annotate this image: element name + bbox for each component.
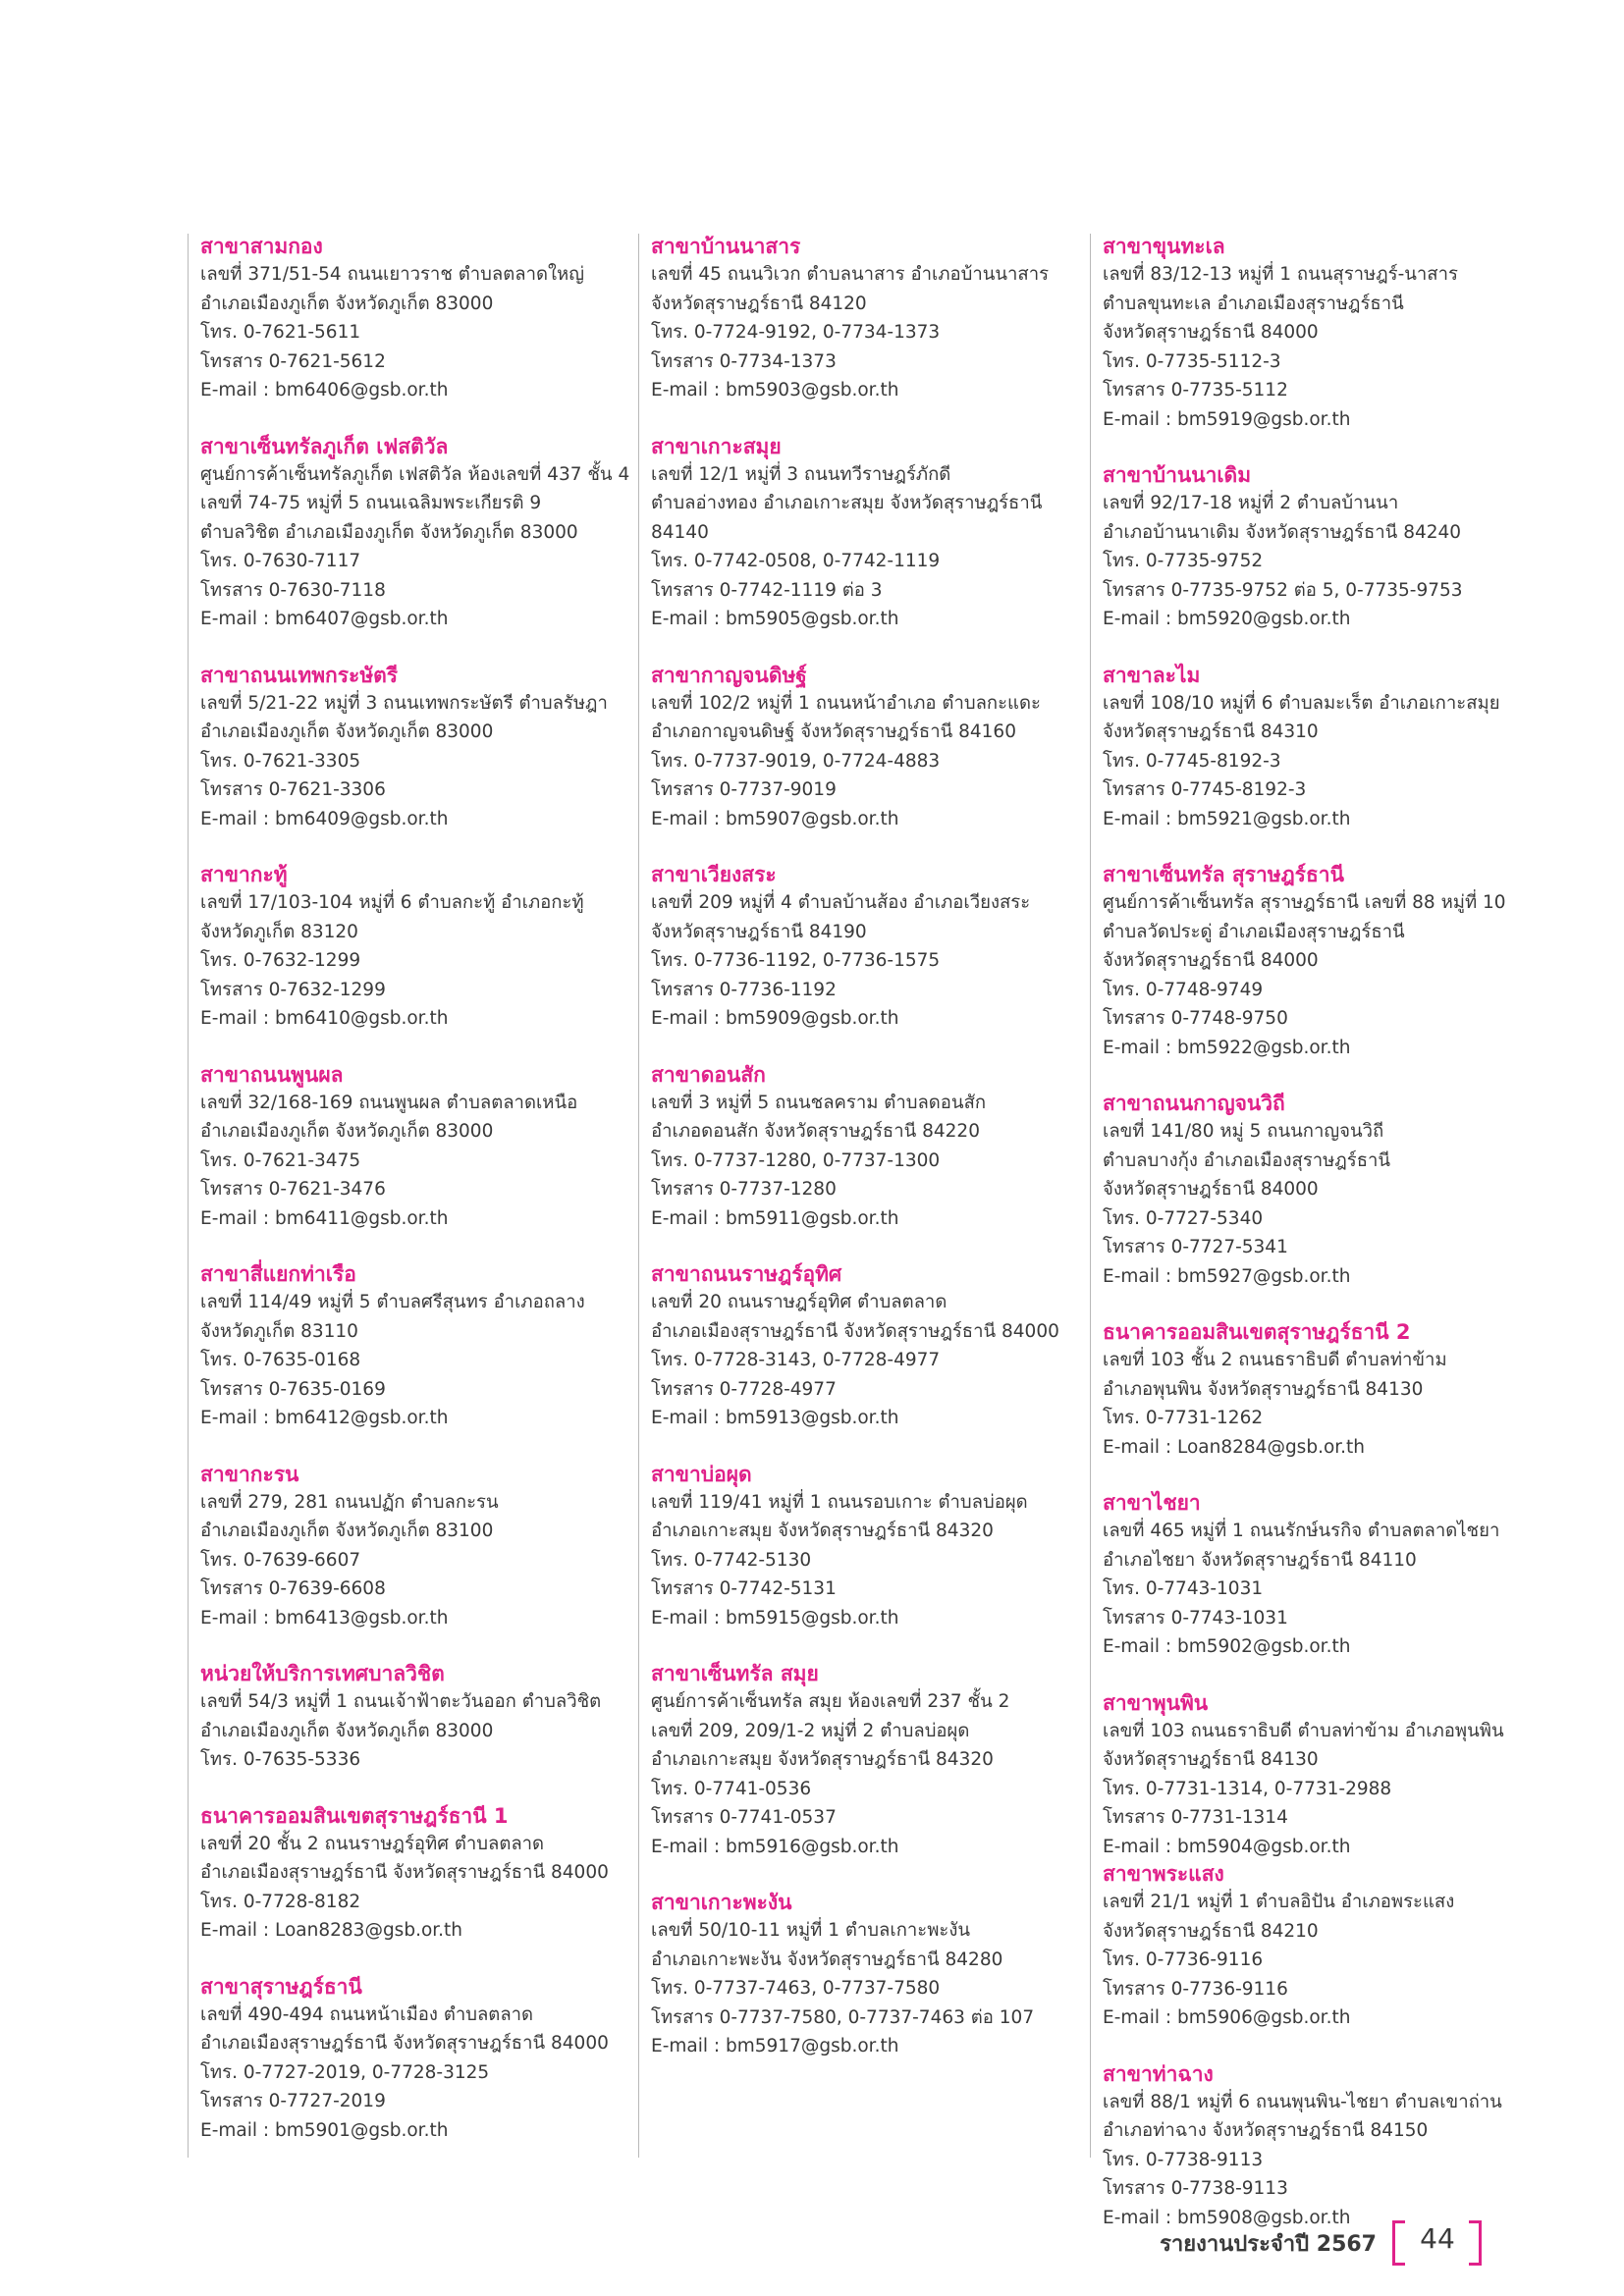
branch-entry <box>651 234 1056 405</box>
fax-line: โทรสาร 0-7743-1031 <box>1103 1607 1288 1629</box>
branch-name: สาขาเกาะพะงัน <box>651 1891 792 1914</box>
branch-name: สาขากะรน <box>200 1462 299 1486</box>
address-line: เลขที่ 119/41 หมู่ที่ 1 ถนนรอบเกาะ ตำบลบ่อผุด <box>651 1491 1028 1513</box>
address-line: เลขที่ 465 หมู่ที่ 1 ถนนรักษ์นรกิจ ตำบลตลาดไชยา <box>1103 1521 1500 1541</box>
phone-line: โทร. 0-7736-9116 <box>1103 1949 1264 1970</box>
address-line: จังหวัดสุราษฎร์ธานี 84120 <box>651 293 867 314</box>
branch-name: สาขาเกาะสมุย <box>651 434 782 458</box>
phone-line: โทร. 0-7727-5340 <box>1103 1207 1264 1229</box>
phone-line: โทร. 0-7742-5130 <box>651 1549 812 1571</box>
branch-entry <box>651 1261 1059 1433</box>
branch-entry <box>200 1661 605 1775</box>
email-line: E-mail : bm6412@gsb.or.th <box>200 1408 449 1428</box>
branch-name: สาขาบ้านนาเดิม <box>1103 463 1252 487</box>
phone-line: โทร. 0-7639-6607 <box>200 1549 361 1571</box>
email-line: E-mail : bm6413@gsb.or.th <box>200 1607 449 1629</box>
branch-entry <box>651 1661 1056 1861</box>
email-line: E-mail : bm5913@gsb.or.th <box>651 1408 899 1428</box>
address-line: เลขที่ 32/168-169 ถนนพูนผล ตำบลตลาดเหนือ <box>200 1092 578 1113</box>
address-line: อำเภอเมืองภูเก็ต จังหวัดภูเก็ต 83000 <box>200 721 494 742</box>
address-line: เลขที่ 490-494 ถนนหน้าเมือง ตำบลตลาด <box>200 2003 534 2025</box>
branch-name: สาขาสี่แยกท่าเรือ <box>200 1262 356 1286</box>
column-2 <box>638 234 1059 2158</box>
address-line: เลขที่ 21/1 หมู่ที่ 1 ตำบลอิปัน อำเภอพระแสง <box>1103 1892 1455 1912</box>
page-footer <box>1159 2220 1492 2262</box>
address-line: อำเภอท่าฉาง จังหวัดสุราษฎร์ธานี 84150 <box>1103 2120 1429 2141</box>
page-number: 44 <box>1420 2222 1455 2255</box>
fax-line: โทรสาร 0-7741-0537 <box>651 1807 837 1828</box>
phone-line: โทร. 0-7737-9019, 0-7724-4883 <box>651 750 941 772</box>
email-line: E-mail : bm5908@gsb.or.th <box>1103 2207 1351 2228</box>
fax-line: โทรสาร 0-7621-3476 <box>200 1179 386 1200</box>
address-line: เลขที่ 209, 209/1-2 หมู่ที่ 2 ตำบลบ่อผุด <box>651 1720 970 1741</box>
phone-line: โทร. 0-7635-0168 <box>200 1350 361 1370</box>
address-line: เลขที่ 92/17-18 หมู่ที่ 2 ตำบลบ้านนา <box>1103 493 1399 513</box>
email-line: E-mail : bm6406@gsb.or.th <box>200 380 449 400</box>
email-line: E-mail : Loan8283@gsb.or.th <box>200 1920 463 1941</box>
fax-line: โทรสาร 0-7742-1119 ต่อ 3 <box>651 579 883 601</box>
address-line: จังหวัดสุราษฎร์ธานี 84310 <box>1103 721 1319 742</box>
fax-line: โทรสาร 0-7745-8192-3 <box>1103 779 1307 800</box>
page-number-bracket-right <box>1469 2220 1482 2266</box>
email-line: E-mail : bm5922@gsb.or.th <box>1103 1037 1351 1058</box>
email-line: E-mail : bm5917@gsb.or.th <box>651 2036 899 2056</box>
address-line: อำเภอเกาะสมุย จังหวัดสุราษฎร์ธานี 84320 <box>651 1749 994 1770</box>
branch-name: สาขาพระแสง <box>1103 1862 1224 1886</box>
address-line: จังหวัดภูเก็ต 83120 <box>200 921 358 942</box>
branch-name: สาขาขุนทะเล <box>1103 235 1225 258</box>
email-line: E-mail : bm5906@gsb.or.th <box>1103 2007 1351 2028</box>
fax-line: โทรสาร 0-7736-9116 <box>1103 1978 1288 2000</box>
branch-name: สาขาเวียงสระ <box>651 863 777 886</box>
address-line: เลขที่ 371/51-54 ถนนเยาวราช ตำบลตลาดใหญ่ <box>200 264 584 285</box>
address-line: เลขที่ 83/12-13 หมู่ที่ 1 ถนนสุราษฎร์-นาสาร <box>1103 264 1458 285</box>
branch-entry <box>200 1062 605 1234</box>
fax-line: โทรสาร 0-7727-2019 <box>200 2091 386 2111</box>
fax-line: โทรสาร 0-7635-0169 <box>200 1378 386 1400</box>
fax-line: โทรสาร 0-7738-9113 <box>1103 2178 1288 2199</box>
email-line: E-mail : bm5919@gsb.or.th <box>1103 408 1351 430</box>
branch-name: สาขาถนนกาญจนวิถี <box>1103 1092 1285 1115</box>
branch-name: ธนาคารออมสินเขตสุราษฎร์ธานี 2 <box>1103 1320 1411 1344</box>
phone-line: โทร. 0-7738-9113 <box>1103 2149 1264 2170</box>
address-line: ตำบลวัดประดู่ อำเภอเมืองสุราษฎร์ธานี <box>1103 921 1405 942</box>
branch-entry <box>1103 1490 1507 1662</box>
address-line: อำเภอกาญจนดิษฐ์ จังหวัดสุราษฎร์ธานี 84160 <box>651 721 1016 742</box>
address-line: อำเภอเมืองสุราษฎร์ธานี จังหวัดสุราษฎร์ธานี 84000 <box>200 2033 609 2054</box>
phone-line: โทร. 0-7745-8192-3 <box>1103 750 1281 772</box>
branch-entry <box>200 1974 609 2146</box>
email-line: E-mail : bm5921@gsb.or.th <box>1103 808 1351 829</box>
phone-line: โทร. 0-7736-1192, 0-7736-1575 <box>651 950 941 971</box>
branch-entry <box>200 862 605 1034</box>
address-line: เลขที่ 279, 281 ถนนปฏัก ตำบลกะรน <box>200 1491 499 1513</box>
address-line: เลขที่ 141/80 หมู่ 5 ถนนกาญจนวิถี <box>1103 1121 1384 1142</box>
fax-line: โทรสาร 0-7728-4977 <box>651 1378 837 1400</box>
address-line: อำเภอเมืองภูเก็ต จังหวัดภูเก็ต 83000 <box>200 1121 494 1142</box>
branch-name: สาขาดอนสัก <box>651 1062 766 1087</box>
address-line: จังหวัดสุราษฎร์ธานี 84190 <box>651 921 867 942</box>
email-line: E-mail : bm6410@gsb.or.th <box>200 1008 449 1029</box>
address-line: เลขที่ 114/49 หมู่ที่ 5 ตำบลศรีสุนทร อำเภอถลาง <box>200 1292 585 1312</box>
address-line: เลขที่ 102/2 หมู่ที่ 1 ถนนหน้าอำเภอ ตำบลกะแดะ <box>651 692 1041 714</box>
address-line: เลขที่ 108/10 หมู่ที่ 6 ตำบลมะเร็ต อำเภอเกาะสมุย <box>1103 692 1500 714</box>
branch-entry <box>1103 663 1507 834</box>
address-line: เลขที่ 209 หมู่ที่ 4 ตำบลบ้านส้อง อำเภอเวียงสระ <box>651 892 1031 913</box>
email-line: E-mail : Loan8284@gsb.or.th <box>1103 1436 1366 1458</box>
branch-name: สาขาท่าฉาง <box>1103 2061 1214 2086</box>
phone-line: โทร. 0-7621-5611 <box>200 322 361 343</box>
fax-line: โทรสาร 0-7734-1373 <box>651 350 837 372</box>
phone-line: โทร. 0-7735-9752 <box>1103 551 1264 571</box>
phone-line: โทร. 0-7635-5336 <box>200 1749 361 1770</box>
fax-line: โทรสาร 0-7735-9752 ต่อ 5, 0-7735-9753 <box>1103 579 1463 601</box>
address-line: อำเภอเมืองภูเก็ต จังหวัดภูเก็ต 83000 <box>200 293 494 314</box>
address-line: เลขที่ 17/103-104 หมู่ที่ 6 ตำบลกะทู้ อำเภอกะทู้ <box>200 892 584 913</box>
phone-line: โทร. 0-7735-5112-3 <box>1103 350 1281 372</box>
address-line: จังหวัดสุราษฎร์ธานี 84000 <box>1103 322 1319 343</box>
column-3 <box>1090 234 1507 2228</box>
address-line: จังหวัดสุราษฎร์ธานี 84000 <box>1103 950 1319 971</box>
phone-line: โทร. 0-7748-9749 <box>1103 979 1264 1000</box>
branch-entry <box>200 1462 605 1633</box>
branch-entry <box>200 234 605 405</box>
email-line: E-mail : bm5905@gsb.or.th <box>651 609 899 629</box>
branch-entry <box>200 434 630 634</box>
branch-name: สาขากาญจนดิษฐ์ <box>651 663 807 687</box>
address-line: อำเภอไชยา จังหวัดสุราษฎร์ธานี 84110 <box>1103 1549 1417 1571</box>
phone-line: โทร. 0-7727-2019, 0-7728-3125 <box>200 2061 490 2083</box>
address-line: 84140 <box>651 521 709 543</box>
phone-line: โทร. 0-7621-3475 <box>200 1149 361 1171</box>
branch-name: สาขาเซ็นทรัลภูเก็ต เฟสติวัล <box>200 434 449 458</box>
address-line: ศูนย์การค้าเซ็นทรัลภูเก็ต เฟสติวัล ห้องเลขที่ 437 ชั้น 4 <box>200 463 630 485</box>
fax-line: โทรสาร 0-7735-5112 <box>1103 380 1288 400</box>
column-1 <box>188 234 630 2158</box>
email-line: E-mail : bm5916@gsb.or.th <box>651 1836 899 1857</box>
branch-name: สาขาเซ็นทรัล สุราษฎร์ธานี <box>1103 863 1344 886</box>
fax-line: โทรสาร 0-7727-5341 <box>1103 1237 1288 1257</box>
branch-entry <box>200 663 608 834</box>
address-line: ตำบลอ่างทอง อำเภอเกาะสมุย จังหวัดสุราษฎร์ธานี <box>651 493 1043 513</box>
address-line: ตำบลวิชิต อำเภอเมืองภูเก็ต จังหวัดภูเก็ต 83000 <box>200 521 578 543</box>
email-line: E-mail : bm5909@gsb.or.th <box>651 1008 899 1029</box>
address-line: จังหวัดสุราษฎร์ธานี 84210 <box>1103 1920 1319 1942</box>
branch-entry <box>651 1890 1056 2061</box>
fax-line: โทรสาร 0-7737-9019 <box>651 779 837 800</box>
email-line: E-mail : bm5904@gsb.or.th <box>1103 1836 1351 1857</box>
branch-name: หน่วยให้บริการเทศบาลวิชิต <box>200 1662 445 1685</box>
branch-name: สาขาบ่อผุด <box>651 1462 752 1486</box>
email-line: E-mail : bm5902@gsb.or.th <box>1103 1636 1351 1657</box>
branch-entry <box>651 663 1056 834</box>
branch-name: สาขากะทู้ <box>200 863 288 886</box>
email-line: E-mail : bm6411@gsb.or.th <box>200 1207 449 1229</box>
branch-name: สาขาถนนเทพกระษัตรี <box>200 663 399 687</box>
address-line: อำเภอเมืองภูเก็ต จังหวัดภูเก็ต 83100 <box>200 1521 494 1541</box>
address-line: อำเภอเกาะพะงัน จังหวัดสุราษฎร์ธานี 84280 <box>651 1949 1003 1970</box>
fax-line: โทรสาร 0-7736-1192 <box>651 979 837 1000</box>
fax-line: โทรสาร 0-7639-6608 <box>200 1578 386 1599</box>
email-line: E-mail : bm5920@gsb.or.th <box>1103 609 1351 629</box>
address-line: อำเภอดอนสัก จังหวัดสุราษฎร์ธานี 84220 <box>651 1121 980 1142</box>
branch-entry <box>1103 862 1507 1062</box>
branch-name: สาขาเซ็นทรัล สมุย <box>651 1662 819 1685</box>
branch-entry <box>1103 2061 1507 2233</box>
email-line: E-mail : bm5927@gsb.or.th <box>1103 1265 1351 1287</box>
email-line: E-mail : bm5903@gsb.or.th <box>651 380 899 400</box>
address-line: ตำบลขุนทะเล อำเภอเมืองสุราษฎร์ธานี <box>1103 293 1404 314</box>
branch-entry <box>200 1803 609 1946</box>
address-line: เลขที่ 54/3 หมู่ที่ 1 ถนนเจ้าฟ้าตะวันออก ตำบลวิชิต <box>200 1691 602 1712</box>
branch-entry <box>1103 462 1507 634</box>
fax-line: โทรสาร 0-7742-5131 <box>651 1578 837 1599</box>
address-line: เลขที่ 3 หมู่ที่ 5 ถนนชลคราม ตำบลดอนสัก <box>651 1092 987 1113</box>
address-line: เลขที่ 12/1 หมู่ที่ 3 ถนนทวีราษฎร์ภักดี <box>651 463 951 485</box>
address-line: จังหวัดภูเก็ต 83110 <box>200 1320 358 1342</box>
email-line: E-mail : bm5915@gsb.or.th <box>651 1607 899 1629</box>
address-line: อำเภอเมืองภูเก็ต จังหวัดภูเก็ต 83000 <box>200 1720 494 1741</box>
fax-line: โทรสาร 0-7632-1299 <box>200 979 386 1000</box>
address-line: อำเภอเมืองสุราษฎร์ธานี จังหวัดสุราษฎร์ธานี 84000 <box>651 1320 1059 1342</box>
address-line: อำเภอพุนพิน จังหวัดสุราษฎร์ธานี 84130 <box>1103 1378 1424 1400</box>
branch-entry <box>651 434 1056 634</box>
branch-name: สาขาไชยา <box>1103 1491 1201 1515</box>
page-number-bracket-left <box>1392 2220 1405 2266</box>
address-line: ศูนย์การค้าเซ็นทรัล สุราษฎร์ธานี เลขที่ 88 หมู่ที่ 10 <box>1103 892 1506 913</box>
address-line: เลขที่ 20 ชั้น 2 ถนนราษฎร์อุทิศ ตำบลตลาด <box>200 1833 545 1854</box>
branch-entry <box>651 862 1056 1034</box>
address-line: เลขที่ 74-75 หมู่ที่ 5 ถนนเฉลิมพระเกียรติ 9 <box>200 493 542 513</box>
branch-name: สาขาถนนราษฎร์อุทิศ <box>651 1262 842 1286</box>
phone-line: โทร. 0-7621-3305 <box>200 750 361 772</box>
address-line: เลขที่ 50/10-11 หมู่ที่ 1 ตำบลเกาะพะงัน <box>651 1920 971 1941</box>
address-line: จังหวัดสุราษฎร์ธานี 84000 <box>1103 1179 1319 1200</box>
branch-name: สาขาละไม <box>1103 663 1201 687</box>
branch-name: สาขาสุราษฎร์ธานี <box>200 1974 362 1999</box>
address-line: อำเภอบ้านนาเดิม จังหวัดสุราษฎร์ธานี 84240 <box>1103 521 1462 543</box>
address-line: เลขที่ 20 ถนนราษฎร์อุทิศ ตำบลตลาด <box>651 1292 947 1312</box>
email-line: E-mail : bm5907@gsb.or.th <box>651 808 899 829</box>
branch-name: สาขาสามกอง <box>200 235 323 258</box>
address-line: ศูนย์การค้าเซ็นทรัล สมุย ห้องเลขที่ 237 ชั้น 2 <box>651 1691 1010 1712</box>
branch-name: สาขาบ้านนาสาร <box>651 235 801 258</box>
fax-line: โทรสาร 0-7630-7118 <box>200 579 386 601</box>
address-line: จังหวัดสุราษฎร์ธานี 84130 <box>1103 1749 1319 1770</box>
fax-line: โทรสาร 0-7737-1280 <box>651 1179 837 1200</box>
email-line: E-mail : bm6409@gsb.or.th <box>200 808 449 829</box>
phone-line: โทร. 0-7731-1262 <box>1103 1408 1264 1428</box>
branch-entry <box>1103 1690 1507 1862</box>
fax-line: โทรสาร 0-7737-7580, 0-7737-7463 ต่อ 107 <box>651 2006 1035 2028</box>
fax-line: โทรสาร 0-7621-3306 <box>200 779 386 800</box>
phone-line: โทร. 0-7743-1031 <box>1103 1578 1264 1599</box>
address-line: เลขที่ 103 ชั้น 2 ถนนธราธิบดี ตำบลท่าข้าม <box>1103 1350 1447 1370</box>
phone-line: โทร. 0-7728-3143, 0-7728-4977 <box>651 1350 941 1370</box>
address-line: อำเภอเกาะสมุย จังหวัดสุราษฎร์ธานี 84320 <box>651 1521 994 1541</box>
fax-line: โทรสาร 0-7731-1314 <box>1103 1807 1288 1828</box>
address-line: เลขที่ 5/21-22 หมู่ที่ 3 ถนนเทพกระษัตรี ตำบลรัษฎา <box>200 692 608 714</box>
report-title: รายงานประจำปี 2567 <box>1160 2232 1377 2257</box>
email-line: E-mail : bm5911@gsb.or.th <box>651 1207 899 1229</box>
branch-entry <box>1103 234 1507 434</box>
fax-line: โทรสาร 0-7748-9750 <box>1103 1008 1288 1029</box>
address-line: เลขที่ 45 ถนนวิเวก ตำบลนาสาร อำเภอบ้านนาสาร <box>651 264 1050 285</box>
email-line: E-mail : bm5901@gsb.or.th <box>200 2119 449 2141</box>
branch-entry <box>200 1261 605 1433</box>
phone-line: โทร. 0-7731-1314, 0-7731-2988 <box>1103 1778 1392 1799</box>
phone-line: โทร. 0-7742-0508, 0-7742-1119 <box>651 551 941 571</box>
branch-entry <box>1103 1861 1507 2033</box>
branch-entry <box>1103 1091 1507 1291</box>
branch-name: สาขาถนนพูนผล <box>200 1062 344 1087</box>
branch-entry <box>651 1062 1056 1234</box>
fax-line: โทรสาร 0-7621-5612 <box>200 350 386 372</box>
address-line: เลขที่ 88/1 หมู่ที่ 6 ถนนพุนพิน-ไชยา ตำบลเขาถ่าน <box>1103 2091 1502 2112</box>
address-line: เลขที่ 103 ถนนธราธิบดี ตำบลท่าข้าม อำเภอพุนพิน <box>1103 1720 1504 1741</box>
phone-line: โทร. 0-7728-8182 <box>200 1891 361 1912</box>
phone-line: โทร. 0-7630-7117 <box>200 551 361 571</box>
branch-entry <box>1103 1319 1507 1462</box>
email-line: E-mail : bm6407@gsb.or.th <box>200 609 449 629</box>
branch-name: ธนาคารออมสินเขตสุราษฎร์ธานี 1 <box>200 1803 509 1828</box>
phone-line: โทร. 0-7737-7463, 0-7737-7580 <box>651 1978 941 1999</box>
branch-name: สาขาพุนพิน <box>1103 1690 1209 1715</box>
branch-entry <box>651 1462 1056 1633</box>
address-line: ตำบลบางกุ้ง อำเภอเมืองสุราษฎร์ธานี <box>1103 1149 1391 1171</box>
phone-line: โทร. 0-7737-1280, 0-7737-1300 <box>651 1149 941 1171</box>
phone-line: โทร. 0-7724-9192, 0-7734-1373 <box>651 322 941 343</box>
phone-line: โทร. 0-7741-0536 <box>651 1778 812 1799</box>
address-line: อำเภอเมืองสุราษฎร์ธานี จังหวัดสุราษฎร์ธานี 84000 <box>200 1862 609 1883</box>
phone-line: โทร. 0-7632-1299 <box>200 950 361 971</box>
